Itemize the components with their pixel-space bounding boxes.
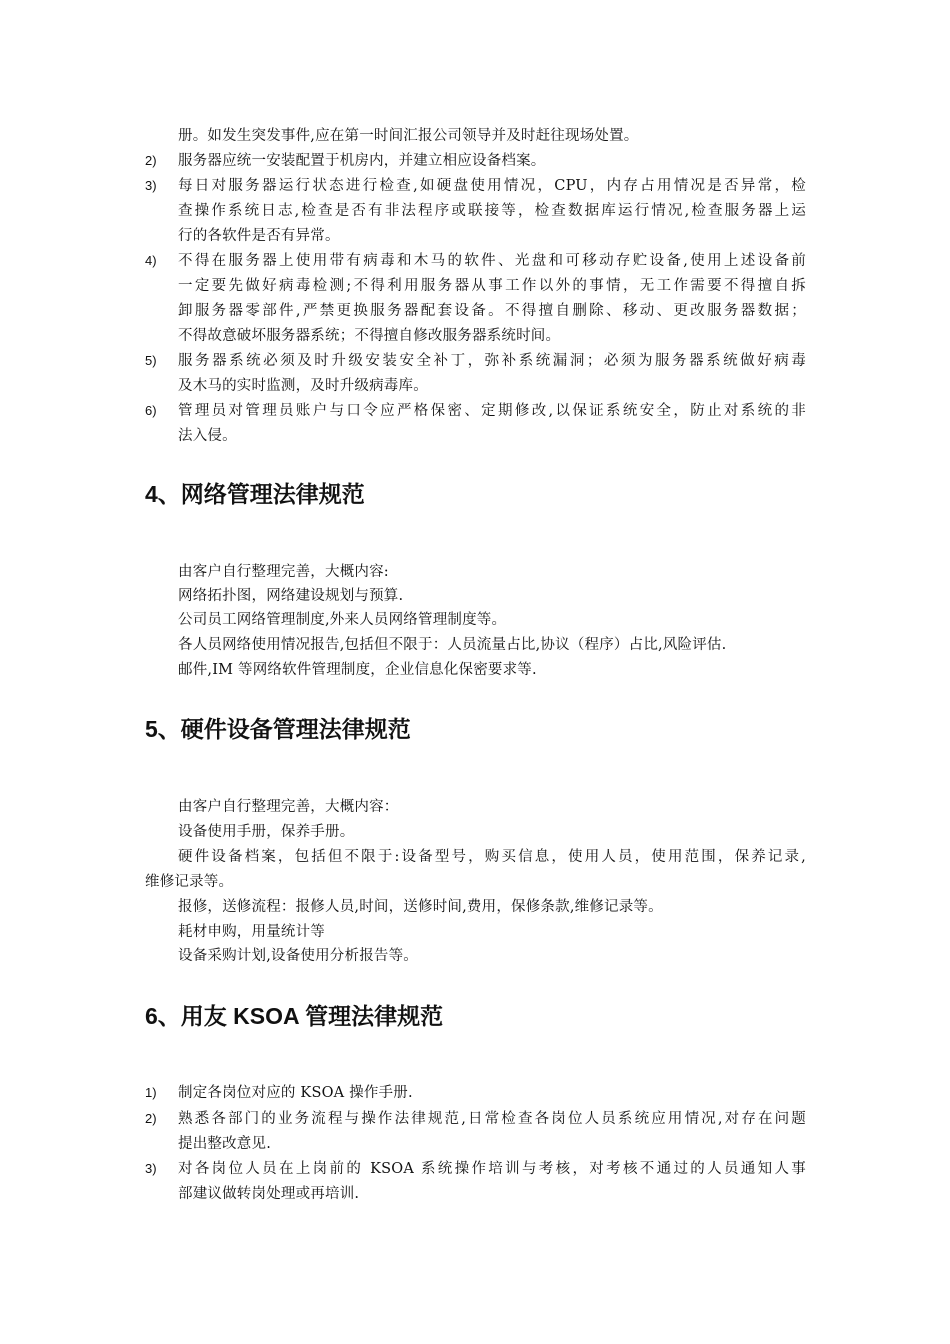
- paragraph-line: 硬件设备档案，包括但不限于:设备型号，购买信息，使用人员，使用范围，保养记录,: [178, 849, 806, 865]
- list-continuation: 册。如发生突发事件,应在第一时间汇报公司领导并及时赶往现场处置。: [178, 128, 639, 144]
- section-heading: 5、硬件设备管理法律规范: [145, 716, 411, 742]
- list-number: 6): [145, 403, 157, 418]
- paragraph-line: 公司员工网络管理制度,外来人员网络管理制度等。: [178, 612, 507, 628]
- list-number: 2): [145, 153, 157, 168]
- paragraph-line: 设备采购计划,设备使用分析报告等。: [178, 948, 419, 964]
- section-heading: 4、网络管理法律规范: [145, 481, 365, 507]
- paragraph-line: 维修记录等。: [145, 874, 234, 890]
- paragraph-line: 设备使用手册，保养手册。: [178, 824, 355, 840]
- list-number: 2): [145, 1111, 157, 1126]
- paragraph-line: 由客户自行整理完善，大概内容：: [178, 799, 399, 815]
- list-item-line: 一定要先做好病毒检测;不得利用服务器从事工作以外的事情，无工作需要不得擅自拆: [178, 278, 806, 294]
- list-item-line: 服务器应统一安装配置于机房内，并建立相应设备档案。: [178, 153, 546, 169]
- section-heading: 6、用友 KSOA 管理法律规范: [145, 1003, 444, 1029]
- paragraph-line: 耗材申购，用量统计等: [178, 924, 325, 940]
- list-number: 3): [145, 178, 157, 193]
- list-item-line: 及木马的实时监测，及时升级病毒库。: [178, 378, 428, 394]
- list-item-line: 服务器系统必须及时升级安装安全补丁，弥补系统漏洞；必须为服务器系统做好病毒: [178, 353, 806, 369]
- list-number: 1): [145, 1085, 157, 1100]
- list-item-line: 查操作系统日志,检查是否有非法程序或联接等，检查数据库运行情况,检查服务器上运: [178, 203, 806, 219]
- paragraph-line: 各人员网络使用情况报告,包括但不限于：人员流量占比,协议（程序）占比,风险评估.: [178, 637, 727, 653]
- list-item-line: 制定各岗位对应的 KSOA 操作手册.: [178, 1085, 413, 1101]
- paragraph-line: 报修，送修流程：报修人员,时间，送修时间,费用，保修条款,维修记录等。: [178, 899, 663, 915]
- list-item-line: 卸服务器零部件,严禁更换服务器配套设备。不得擅自删除、移动、更改服务器数据；: [178, 303, 806, 319]
- list-item-line: 对各岗位人员在上岗前的 KSOA 系统操作培训与考核，对考核不通过的人员通知人事: [178, 1161, 806, 1177]
- list-item-line: 熟悉各部门的业务流程与操作法律规范,日常检查各岗位人员系统应用情况,对存在问题: [178, 1111, 806, 1127]
- list-item-line: 法入侵。: [178, 428, 237, 444]
- list-item-line: 部建议做转岗处理或再培训.: [178, 1186, 360, 1202]
- list-item-line: 管理员对管理员账户与口令应严格保密、定期修改,以保证系统安全，防止对系统的非: [178, 403, 806, 419]
- paragraph-line: 由客户自行整理完善，大概内容:: [178, 564, 389, 580]
- list-number: 4): [145, 253, 157, 268]
- paragraph-line: 邮件,IM 等网络软件管理制度，企业信息化保密要求等.: [178, 662, 537, 678]
- list-item-line: 不得在服务器上使用带有病毒和木马的软件、光盘和可移动存贮设备,使用上述设备前: [178, 253, 806, 269]
- list-item-line: 提出整改意见.: [178, 1136, 272, 1152]
- list-item-line: 每日对服务器运行状态进行检查,如硬盘使用情况，CPU，内存占用情况是否异常，检: [178, 178, 806, 194]
- list-number: 5): [145, 353, 157, 368]
- paragraph-line: 网络拓扑图，网络建设规划与预算.: [178, 588, 404, 604]
- list-item-line: 不得故意破坏服务器系统；不得擅自修改服务器系统时间。: [178, 328, 561, 344]
- list-number: 3): [145, 1161, 157, 1176]
- list-item-line: 行的各软件是否有异常。: [178, 228, 340, 244]
